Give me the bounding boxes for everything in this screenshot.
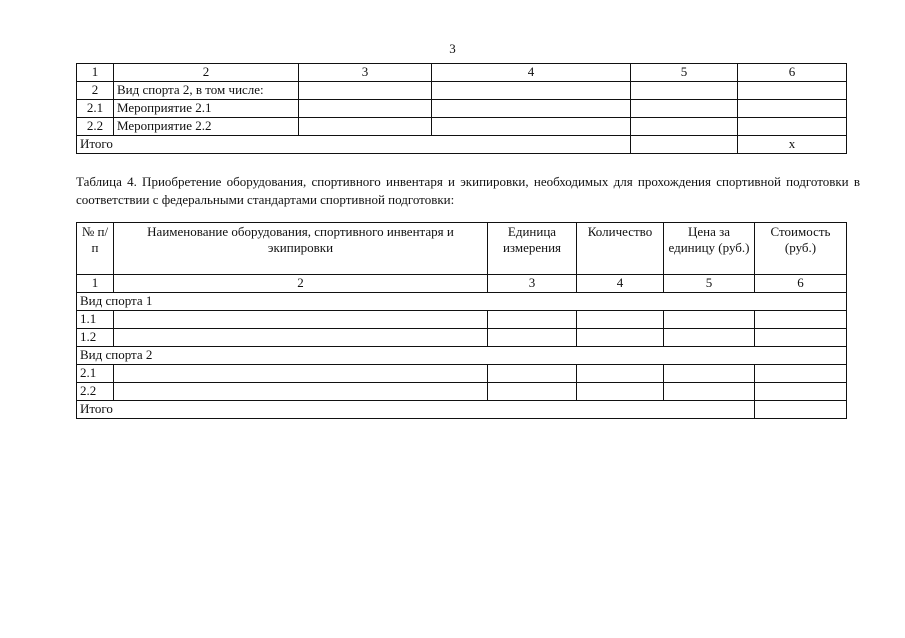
col-number: 5 [664,275,755,293]
total-row [77,136,847,154]
empty-cell [114,383,488,401]
continued-table [76,63,847,154]
row-number: 2.1 [77,100,114,118]
empty-cell [488,365,577,383]
col-number: 3 [488,275,577,293]
sport-section-row [77,347,847,365]
empty-cell [577,311,664,329]
empty-cell [755,401,847,419]
empty-cell [664,329,755,347]
column-header: Цена за единицу (руб.) [664,223,755,275]
empty-cell [577,365,664,383]
empty-cell [432,118,631,136]
header-row [77,223,847,275]
table-row [77,82,847,100]
empty-cell [114,329,488,347]
row-number: 1.2 [77,329,114,347]
table-row [77,329,847,347]
table-caption: Таблица 4. Приобретение оборудования, спортивного инвентаря и экипировки, необходимых для прохождения спортивной подготовки в соответствии с федеральными стандартами спортивной подготовки: [76,174,860,207]
empty-cell [664,383,755,401]
empty-cell [664,365,755,383]
col-number: 1 [77,275,114,293]
column-header: Единица измерения [488,223,577,275]
column-header: № п/п [77,223,114,275]
table-row [77,311,847,329]
col-number: 2 [114,64,299,82]
empty-cell [755,365,847,383]
column-header: Количество [577,223,664,275]
table-row [77,383,847,401]
empty-cell [755,383,847,401]
column-number-row [77,64,847,82]
empty-cell [432,100,631,118]
sport-section-row [77,293,847,311]
empty-cell [577,329,664,347]
row-name: Мероприятие 2.2 [114,118,299,136]
total-mark: x [738,136,847,154]
col-number: 6 [755,275,847,293]
empty-cell [664,311,755,329]
col-number: 4 [577,275,664,293]
col-number: 2 [114,275,488,293]
empty-cell [631,82,738,100]
empty-cell [738,82,847,100]
table-row [77,118,847,136]
col-number: 5 [631,64,738,82]
row-number: 2.2 [77,118,114,136]
empty-cell [488,383,577,401]
total-label: Итого [77,401,755,419]
empty-cell [299,118,432,136]
column-header: Стоимость (руб.) [755,223,847,275]
empty-cell [631,118,738,136]
total-row [77,401,847,419]
column-number-row [77,275,847,293]
empty-cell [114,365,488,383]
row-number: 2.2 [77,383,114,401]
sport-label: Вид спорта 2 [77,347,847,365]
empty-cell [299,100,432,118]
total-label: Итого [77,136,631,154]
col-number: 4 [432,64,631,82]
empty-cell [631,136,738,154]
row-name: Мероприятие 2.1 [114,100,299,118]
empty-cell [299,82,432,100]
row-number: 1.1 [77,311,114,329]
empty-cell [488,329,577,347]
col-number: 6 [738,64,847,82]
empty-cell [114,311,488,329]
col-number: 3 [299,64,432,82]
empty-cell [577,383,664,401]
empty-cell [432,82,631,100]
column-header: Наименование оборудования, спортивного инвентаря и экипировки [114,223,488,275]
table-row [77,365,847,383]
sport-label: Вид спорта 1 [77,293,847,311]
table-row [77,100,847,118]
empty-cell [488,311,577,329]
row-number: 2.1 [77,365,114,383]
equipment-table [76,222,847,419]
row-number: 2 [77,82,114,100]
empty-cell [755,311,847,329]
empty-cell [738,100,847,118]
empty-cell [755,329,847,347]
empty-cell [738,118,847,136]
col-number: 1 [77,64,114,82]
row-name: Вид спорта 2, в том числе: [114,82,299,100]
empty-cell [631,100,738,118]
page-number: 3 [449,41,456,56]
